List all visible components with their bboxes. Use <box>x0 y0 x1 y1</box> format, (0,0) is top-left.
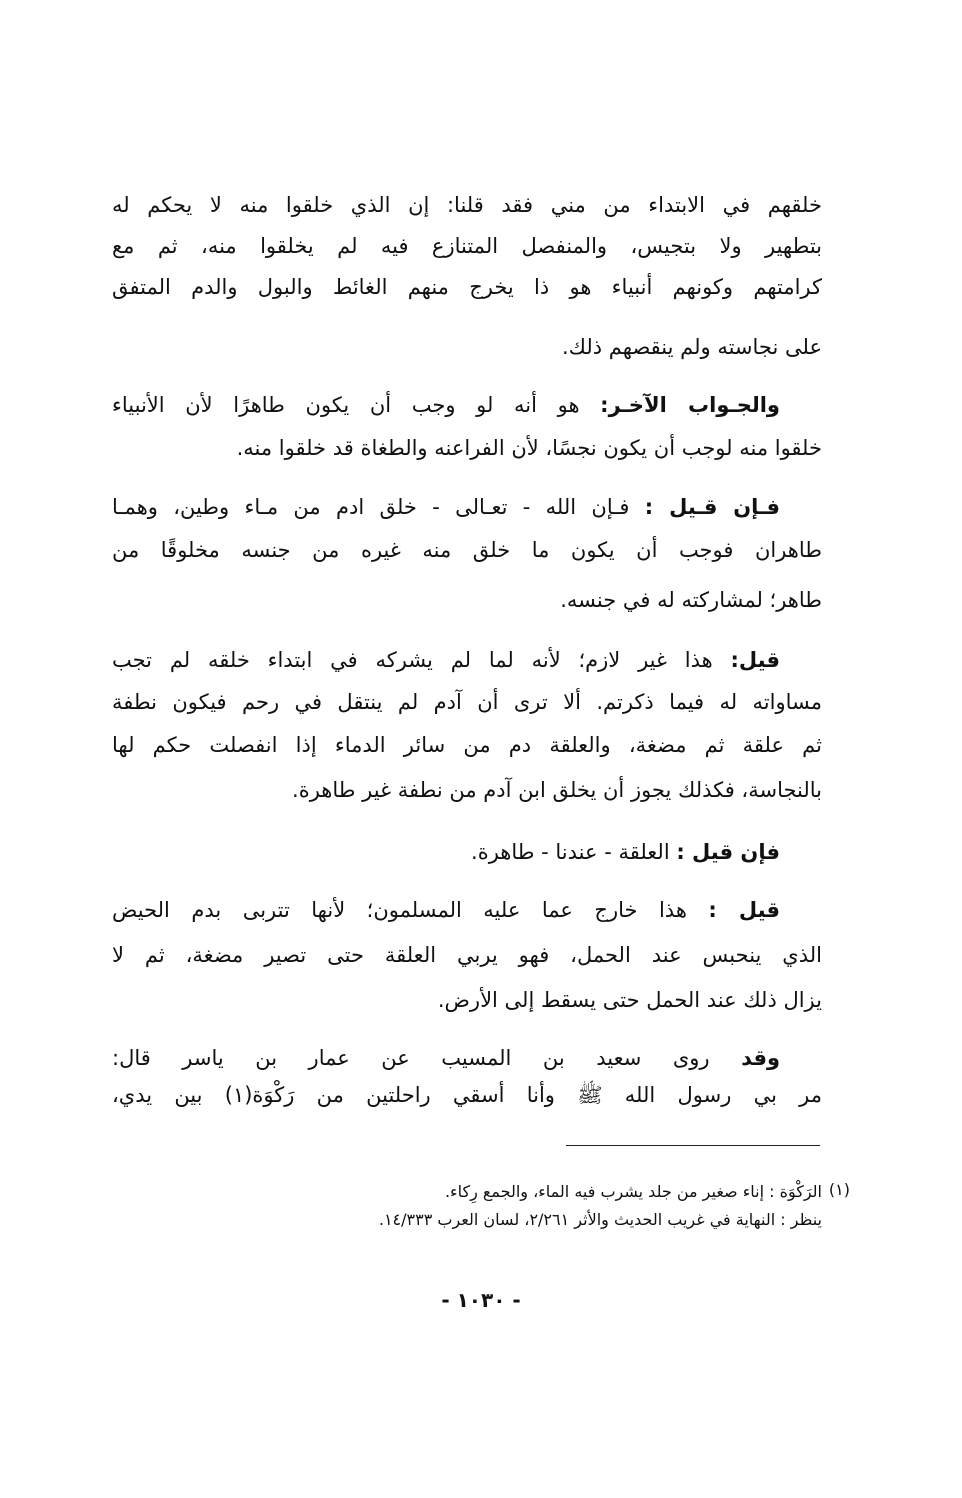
paragraph-lead: قيل : <box>708 898 780 922</box>
text-line: مر بي رسول الله ﷺ وأنا أسقي راحلتين من رَكْوَة(١) بين يدي، <box>112 1083 822 1107</box>
text-line <box>112 837 822 867</box>
text-line: كرامتهم وكونهم أنبياء هو ذا يخرج منهم الغائط والبول والدم المتفق <box>112 275 822 299</box>
footnote-number: (١) <box>828 1180 850 1199</box>
text-line: ثم علقة ثم مضغة، والعلقة دم من سائر الدماء إذا انفصلت حكم لها <box>112 733 822 757</box>
text-line: خلقهم في الابتداء من مني فقد قلنا: إن الذي خلقوا منه لا يحكم له <box>112 193 822 217</box>
line-text: العلقة - عندنا - طاهرة. <box>471 840 670 864</box>
text-line <box>112 645 822 675</box>
paragraph-lead: فـإن قـيل : <box>644 495 780 519</box>
text-line <box>112 390 822 420</box>
text-line: طاهران فوجب أن يكون ما خلق منه غيره من جنسه مخلوقًا من <box>112 538 822 562</box>
text-line: بتطهير ولا بتجيس، والمنفصل المتنازع فيه لم يخلقوا منه، ثم مع <box>112 234 822 258</box>
text-line: طاهر؛ لمشاركته له في جنسه. <box>560 588 822 612</box>
paragraph-lead: وقد <box>741 1046 780 1070</box>
text-line: مساواته له فيما ذكرتم. ألا ترى أن آدم لم ينتقل في رحم فيكون نطفة <box>112 690 822 714</box>
text-line <box>112 1043 822 1073</box>
footnote-line: الرَكْوَة : إناء صغير من جلد يشرب فيه الماء، والجمع رِكاء. <box>444 1182 822 1201</box>
text-line <box>112 492 822 522</box>
footnote-line: ينظر : النهاية في غريب الحديث والأثر ٢/٢٦١، لسان العرب ١٤/٣٣٣. <box>378 1210 822 1229</box>
text-line <box>112 895 822 925</box>
text-line: الذي ينحبس عند الحمل، فهو يربي العلقة حتى تصير مضغة، ثم لا <box>112 943 822 967</box>
text-line: خلقوا منه لوجب أن يكون نجسًا، لأن الفراعنه والطغاة قد خلقوا منه. <box>236 436 822 460</box>
text-line: يزال ذلك عند الحمل حتى يسقط إلى الأرض. <box>437 988 822 1012</box>
footnote-divider <box>566 1145 820 1146</box>
paragraph-lead: قيل: <box>730 648 780 672</box>
line-text: هو أنه لو وجب أن يكون طاهرًا لأن الأنبياء <box>112 393 580 417</box>
text-line: على نجاسته ولم ينقصهم ذلك. <box>562 335 822 359</box>
paragraph-lead: والجـواب الآخـر: <box>600 393 780 417</box>
text-line: بالنجاسة، فكذلك يجوز أن يخلق ابن آدم من نطفة غير طاهرة. <box>292 778 822 802</box>
line-text: روى سعيد بن المسيب عن عمار بن ياسر قال: <box>112 1046 710 1070</box>
line-text: هذا غير لازم؛ لأنه لما لم يشركه في ابتداء خلقه لم تجب <box>112 648 713 672</box>
line-text: فـإن الله - تعـالى - خلق ادم من مـاء وطين، وهمـا <box>112 495 630 519</box>
page-number: - ١٠٣٠ - <box>441 1288 521 1312</box>
paragraph-lead: فإن قيل : <box>676 840 780 864</box>
line-text: هذا خارج عما عليه المسلمون؛ لأنها تتربى بدم الحيض <box>112 898 687 922</box>
